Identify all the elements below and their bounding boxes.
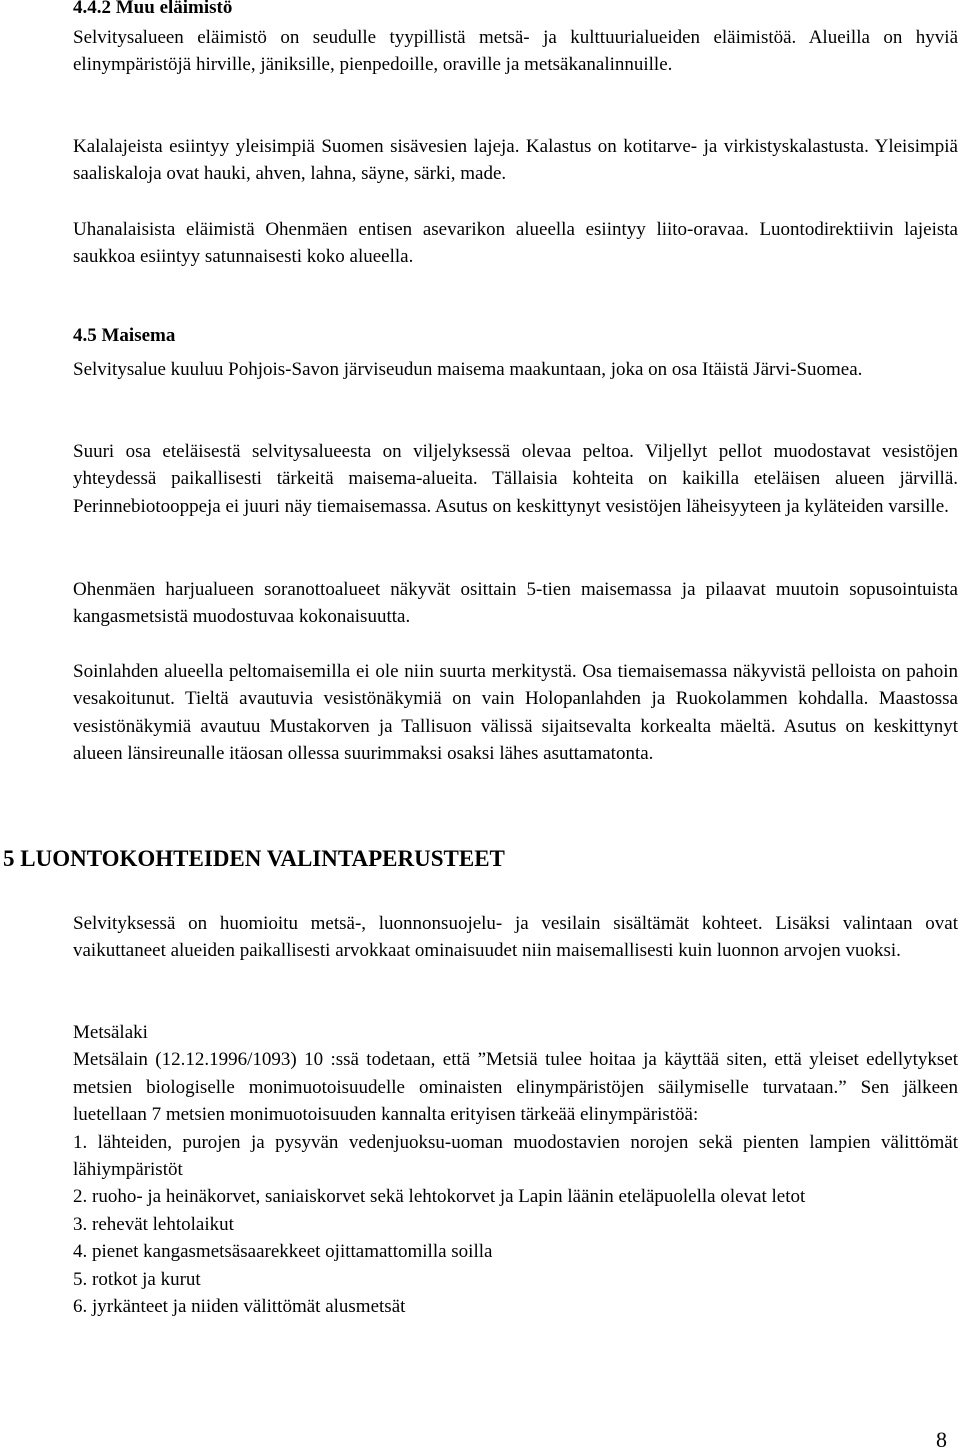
paragraph-soinlahti: Soinlahden alueella peltomaisemilla ei ole niin suurta merkitystä. Osa tiemaisemassa näkyvistä pelloista on pahoin vesakoitunut. Tieltä avautuvia vesistönäkymiä on vain Holopanlahden ja Ruokolammen kohdalla. Maastossa vesistönäkymiä avautuu Mustakorven ja Tallisuon välissä sijaitsevalta korkealta mäeltä. Asutus on keskittynyt alueen länsireunalle itäosan ollessa suurimmaksi osaksi lähes asuttamatonta.: [73, 661, 958, 765]
metsalaki-text: Metsälain (12.12.1996/1093) 10 :ssä todetaan, että ”Metsiä tulee hoitaa ja käyttää siten, että yleiset edellytykset metsien biologiselle monimuotoisuudelle ominaisten elinympäristöjen säilymiselle turvataan.” Sen jälkeen luetellaan 7 metsien monimuotoisuuden kannalta erityisen tärkeää elinympäristöä:: [73, 1049, 958, 1126]
paragraph-uhanalaiset: Uhanalaisista eläimistä Ohenmäen entisen asevarikon alueella esiintyy liito-oravaa. Luontodirektiivin lajeista saukkoa esiintyy satunnaisesti koko alueella.: [73, 219, 958, 268]
list-item: 3. rehevät lehtolaikut: [73, 1213, 234, 1235]
list-item: 6. jyrkänteet ja niiden välittömät alusmetsät: [73, 1296, 406, 1318]
page-number: 8: [936, 1427, 947, 1452]
section-heading-muu-elaimisto: 4.4.2 Muu eläimistö: [73, 0, 233, 18]
paragraph-pellot: Suuri osa eteläisestä selvitysalueesta on viljelyksessä olevaa peltoa. Viljellyt pellot muodostavat vesistöjen yhteydessä paikallisesti tärkeitä maisema-alueita. Tällaisia kohteita on kaikilla eteläisen alueen järvillä. Perinnebiotooppeja ei juuri näy tiemaisemassa. Asutus on keskittynyt vesistöjen läheisyyteen ja kyläteiden varsille.: [73, 441, 958, 517]
paragraph-maisema-intro: Selvitysalue kuuluu Pohjois-Savon järviseudun maisema maakuntaan, joka on osa Itäistä Järvi-Suomea.: [73, 359, 863, 380]
list-item: 5. rotkot ja kurut: [73, 1268, 201, 1290]
list-item: 1. lähteiden, purojen ja pysyvän vedenjuoksu-uoman muodostavien norojen sekä pienten lampien välittömät lähiympäristöt: [73, 1131, 958, 1181]
chapter-heading-valintaperusteet: 5 LUONTOKOHTEIDEN VALINTAPERUSTEET: [3, 846, 505, 871]
paragraph-valintaperusteet: Selvityksessä on huomioitu metsä-, luonnonsuojelu- ja vesilain sisältämät kohteet. Lisäksi valintaan ovat vaikuttaneet alueiden paikallisesti arvokkaat ominaisuudet niin maisemallisesti kuin luonnon arvojen vuoksi.: [73, 913, 958, 962]
paragraph-ohenmaki: Ohenmäen harjualueen soranottoalueet näkyvät osittain 5-tien maisemassa ja pilaavat muutoin sopusointuista kangasmetsistä muodostuvaa kokonaisuutta.: [73, 579, 958, 628]
metsalaki-section: [73, 1019, 958, 1320]
section-heading-maisema: 4.5 Maisema: [73, 325, 176, 346]
list-item: 4. pienet kangasmetsäsaarekkeet ojittamattomilla soilla: [73, 1241, 493, 1263]
paragraph-elaimisto: Selvitysalueen eläimistö on seudulle tyypillistä metsä- ja kulttuurialueiden eläimistöä. Alueilla on hyviä elinympäristöjä hirville, jäniksille, pienpedoille, oraville ja metsäkanalinnuille.: [73, 27, 958, 76]
list-item: 2. ruoho- ja heinäkorvet, saniaiskorvet sekä lehtokorvet ja Lapin läänin eteläpuolella olevat letot: [73, 1186, 806, 1208]
paragraph-kalalajit: Kalalajeista esiintyy yleisimpiä Suomen sisävesien lajeja. Kalastus on kotitarve- ja virkistyskalastusta. Yleisimpiä saaliskaloja ovat hauki, ahven, lahna, säyne, särki, made.: [73, 136, 958, 185]
metsalaki-title: Metsälaki: [73, 1022, 148, 1043]
